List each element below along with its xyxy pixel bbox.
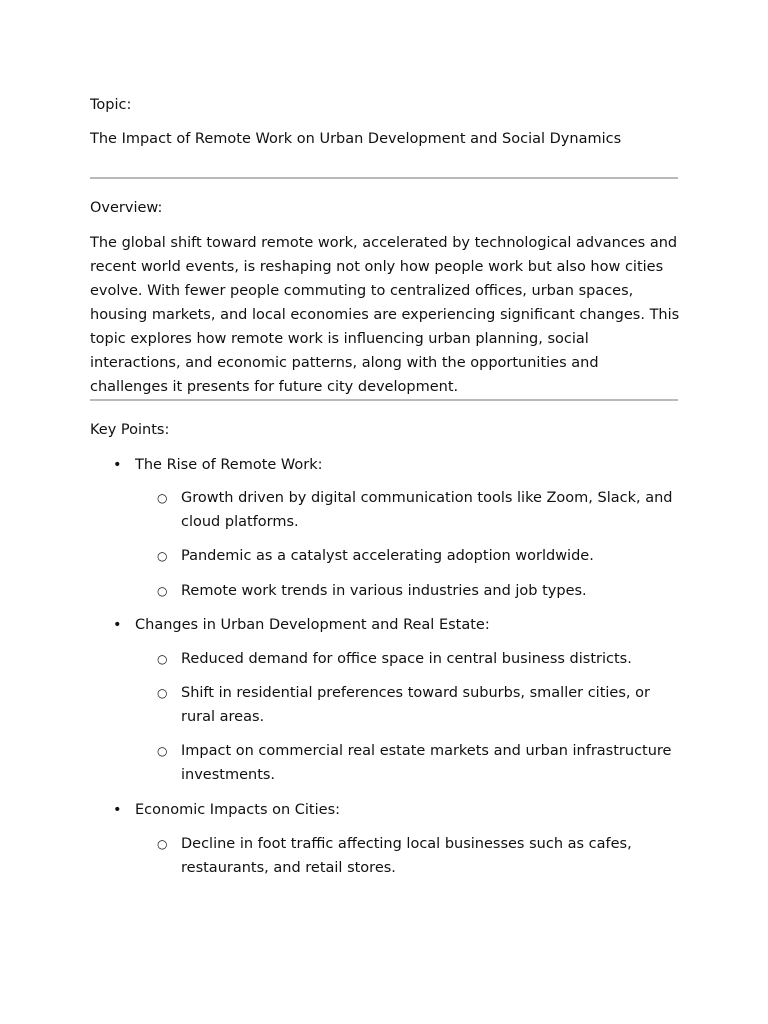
section-divider: [90, 399, 678, 401]
overview-label: Overview:: [90, 200, 163, 216]
sub-point-text: Shift in residential preferences toward suburbs, smaller cities, or rural areas.: [181, 685, 650, 725]
key-point-title: The Rise of Remote Work:: [135, 457, 323, 473]
sub-bullet-icon: ○: [157, 686, 168, 700]
sub-bullet-icon: ○: [157, 652, 168, 666]
key-points-label: Key Points:: [90, 422, 170, 438]
sub-point-text: Growth driven by digital communication tools like Zoom, Slack, and cloud platforms.: [181, 490, 673, 530]
sub-point-text: Remote work trends in various industries and job types.: [181, 583, 587, 599]
sub-bullet-icon: ○: [157, 744, 168, 758]
topic-title: The Impact of Remote Work on Urban Development and Social Dynamics: [90, 131, 622, 147]
topic-label: Topic:: [90, 97, 132, 113]
key-point-title: Changes in Urban Development and Real Estate:: [135, 617, 490, 633]
bullet-icon: •: [113, 617, 122, 633]
sub-point-text: Impact on commercial real estate markets and urban infrastructure investments.: [181, 743, 672, 783]
sub-point-text: Reduced demand for office space in central business districts.: [181, 651, 632, 667]
sub-bullet-icon: ○: [157, 837, 168, 851]
sub-point-text: Pandemic as a catalyst accelerating adoption worldwide.: [181, 548, 594, 564]
section-divider: [90, 177, 678, 179]
bullet-icon: •: [113, 802, 122, 818]
overview-paragraph: The global shift toward remote work, accelerated by technological advances and recent world events, is reshaping not only how people work but also how cities evolve. With fewer people commuting to centralized offices, urban spaces, housing markets, and local economies are experiencing significant changes. This topic explores how remote work is influencing urban planning, social interactions, and economic patterns, along with the opportunities and challenges it presents for future city development.: [90, 235, 680, 395]
sub-bullet-icon: ○: [157, 491, 168, 505]
key-point-title: Economic Impacts on Cities:: [135, 802, 341, 818]
sub-bullet-icon: ○: [157, 549, 168, 563]
sub-bullet-icon: ○: [157, 584, 168, 598]
sub-point-text: Decline in foot traffic affecting local businesses such as cafes, restaurants, and retail stores.: [181, 836, 632, 876]
bullet-icon: •: [113, 457, 122, 473]
